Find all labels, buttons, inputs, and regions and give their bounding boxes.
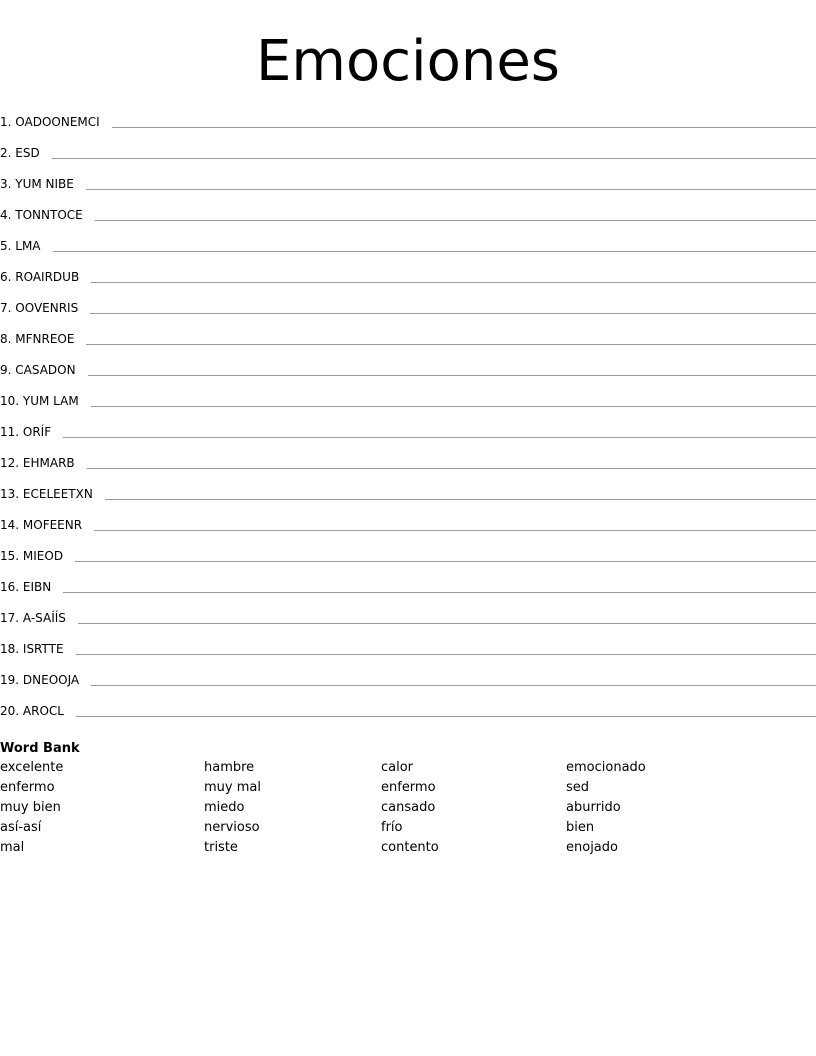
answer-line[interactable] [95,207,816,221]
word-bank-title: Word Bank [0,741,80,756]
scrambled-word: 6. ROAIRDUB [0,270,80,284]
word-bank-column [566,758,646,858]
scrambled-word: 19. DNEOOJA [0,673,80,687]
word-bank-column [0,758,63,858]
puzzle-row [0,234,816,265]
answer-line[interactable] [53,238,816,252]
word-bank-item: triste [204,840,238,855]
answer-line[interactable] [112,114,816,128]
answer-line[interactable] [86,176,816,190]
puzzle-row [0,451,816,482]
word-bank-item: enojado [566,840,618,855]
answer-line[interactable] [63,579,816,593]
puzzle-row [0,265,816,296]
word-bank-column [204,758,261,858]
puzzle-row [0,513,816,544]
word-bank-item: hambre [204,760,255,775]
word-bank-grid [0,758,816,858]
puzzle-row [0,482,816,513]
scrambled-word: 14. MOFEENR [0,518,83,532]
puzzle-row [0,389,816,420]
puzzle-row [0,203,816,234]
scrambled-word: 5. LMA [0,239,41,253]
word-bank-item: nervioso [204,820,260,835]
answer-line[interactable] [63,424,816,438]
scrambled-word: 10. YUM LAM [0,394,79,408]
puzzle-row [0,358,816,389]
answer-line[interactable] [52,145,816,159]
puzzle-row [0,172,816,203]
scrambled-word: 16. EIBN [0,580,52,594]
puzzle-row [0,420,816,451]
scrambled-word-list [0,110,816,730]
scrambled-word: 7. OOVENRIS [0,301,79,315]
word-bank-item: muy mal [204,780,261,795]
scrambled-word: 4. TONNTOCE [0,208,83,222]
scrambled-word: 15. MIEOD [0,549,64,563]
word-bank-column [381,758,439,858]
word-bank [0,739,816,858]
scrambled-word: 12. EHMARB [0,456,75,470]
puzzle-row [0,699,816,730]
puzzle-row [0,296,816,327]
word-bank-item: así-así [0,820,42,835]
puzzle-row [0,575,816,606]
scrambled-word: 2. ESD [0,146,40,160]
answer-line[interactable] [105,486,816,500]
scrambled-word: 9. CASADON [0,363,76,377]
puzzle-row [0,668,816,699]
word-bank-item: bien [566,820,595,835]
word-bank-item: aburrido [566,800,621,815]
scrambled-word: 8. MFNREOE [0,332,75,346]
answer-line[interactable] [78,610,816,624]
answer-line[interactable] [91,672,816,686]
scrambled-word: 17. A-SAÍÍS [0,611,66,625]
word-bank-item: contento [381,840,439,855]
answer-line[interactable] [91,393,816,407]
word-bank-item: miedo [204,800,245,815]
word-bank-item: frío [381,820,403,835]
answer-line[interactable] [88,362,816,376]
word-bank-item: sed [566,780,590,795]
answer-line[interactable] [91,269,816,283]
puzzle-row [0,327,816,358]
scrambled-word: 11. ORÍF [0,425,52,439]
puzzle-row [0,110,816,141]
word-bank-item: emocionado [566,760,646,775]
word-bank-item: enfermo [0,780,55,795]
answer-line[interactable] [87,455,816,469]
word-bank-item: muy bien [0,800,61,815]
word-bank-item: excelente [0,760,64,775]
puzzle-row [0,637,816,668]
word-bank-item: mal [0,840,25,855]
word-bank-item: enfermo [381,780,436,795]
word-bank-item: calor [381,760,414,775]
answer-line[interactable] [90,300,816,314]
scrambled-word: 1. OADOONEMCI [0,115,100,129]
puzzle-row [0,141,816,172]
scrambled-word: 3. YUM NIBE [0,177,74,191]
scrambled-word: 13. ECELEETXN [0,487,93,501]
answer-line[interactable] [86,331,816,345]
answer-line[interactable] [75,548,816,562]
puzzle-row [0,544,816,575]
scrambled-word: 18. ISRTTE [0,642,64,656]
scrambled-word: 20. AROCL [0,704,64,718]
page-title: Emociones [256,29,560,94]
answer-line[interactable] [76,641,816,655]
puzzle-row [0,606,816,637]
answer-line[interactable] [94,517,816,531]
answer-line[interactable] [76,703,816,717]
word-bank-item: cansado [381,800,436,815]
